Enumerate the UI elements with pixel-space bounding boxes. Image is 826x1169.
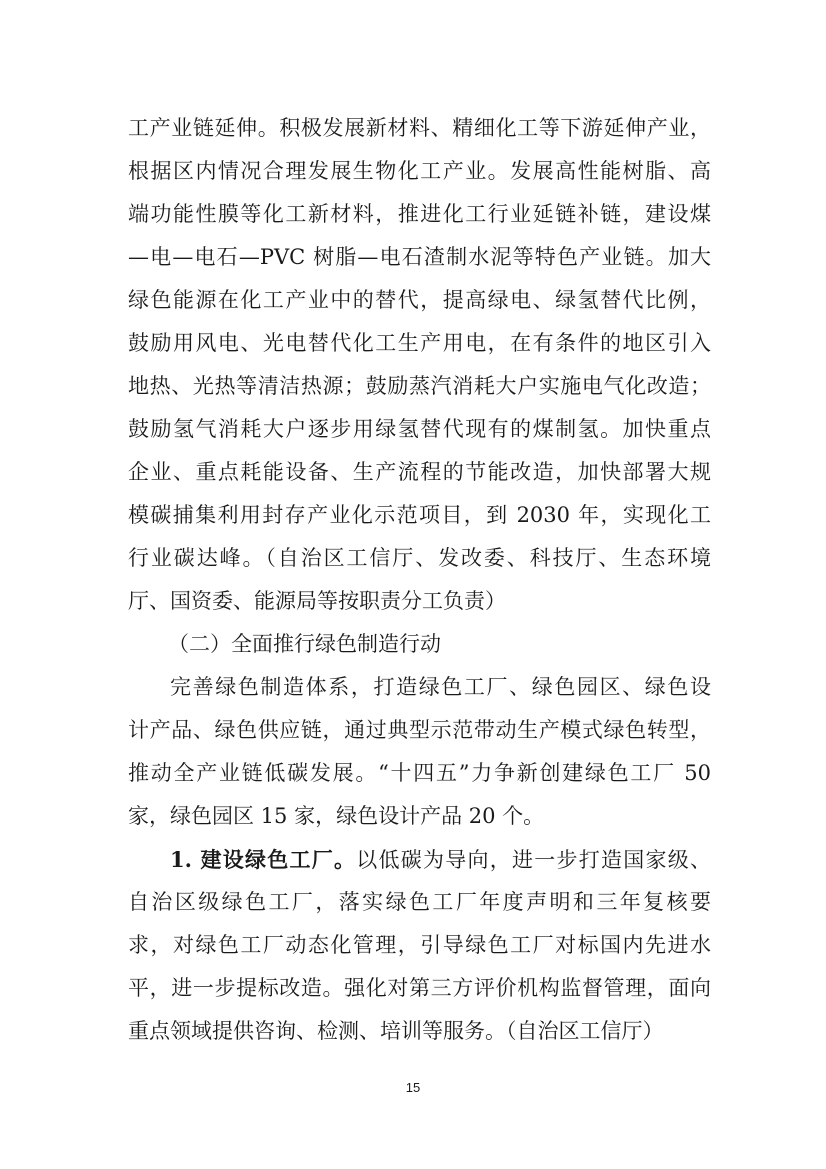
text-line: 计产品、绿色供应链，通过典型示范带动生产模式绿色转型， xyxy=(128,718,711,742)
item-text: 以低碳为导向，进一步打造国家级、 xyxy=(356,848,712,872)
page-number: 15 xyxy=(405,1080,421,1095)
text-line: 绿色能源在化工产业中的替代，提高绿电、绿氢替代比例， xyxy=(128,288,711,312)
text-line: 模碳捕集利用封存产业化示范项目，到 2030 年，实现化工 xyxy=(128,503,711,527)
text-line: 平，进一步提标改造。强化对第三方评价机构监督管理，面向 xyxy=(128,976,711,1000)
text-line: 企业、重点耗能设备、生产流程的节能改造，加快部署大规 xyxy=(128,460,711,484)
text-line: 工产业链延伸。积极发展新材料、精细化工等下游延伸产业， xyxy=(128,116,711,140)
text-line: 自治区级绿色工厂，落实绿色工厂年度声明和三年复核要 xyxy=(128,890,711,914)
text-line: 鼓励用风电、光电替代化工生产用电，在有条件的地区引入 xyxy=(128,331,711,355)
item-lead-bold: 1. 建设绿色工厂。 xyxy=(170,847,357,872)
paragraph-green-factory xyxy=(128,838,711,1053)
text-line: 重点领域提供咨询、检测、培训等服务。（自治区工信厅） xyxy=(128,1019,664,1043)
text-line: 求，对绿色工厂动态化管理，引导绿色工厂对标国内先进水 xyxy=(128,933,711,957)
text-line: 家，绿色园区 15 家，绿色设计产品 20 个。 xyxy=(128,804,545,828)
document-body xyxy=(128,107,711,1053)
paragraph-green-manufacturing xyxy=(128,666,711,838)
text-line: 地热、光热等清洁热源；鼓励蒸汽消耗大户实施电气化改造； xyxy=(128,374,711,398)
text-line: 根据区内情况合理发展生物化工产业。发展高性能树脂、高 xyxy=(128,159,711,183)
text-line: 推动全产业链低碳发展。“十四五”力争新创建绿色工厂 50 xyxy=(128,761,711,785)
text-line: 完善绿色制造体系，打造绿色工厂、绿色园区、绿色设 xyxy=(170,675,711,699)
text-line: —电—电石—PVC 树脂—电石渣制水泥等特色产业链。加大 xyxy=(128,245,711,269)
text-line: 鼓励氢气消耗大户逐步用绿氢替代现有的煤制氢。加快重点 xyxy=(128,417,711,441)
text-line: 端功能性膜等化工新材料，推进化工行业延链补链，建设煤 xyxy=(128,202,711,226)
section-heading: （二）全面推行绿色制造行动 xyxy=(168,632,441,656)
text-line: 厅、国资委、能源局等按职责分工负责） xyxy=(128,589,506,613)
text-line: 行业碳达峰。（自治区工信厅、发改委、科技厅、生态环境 xyxy=(128,546,711,570)
paragraph-chemical-industry xyxy=(128,107,711,623)
text-line xyxy=(128,838,711,881)
